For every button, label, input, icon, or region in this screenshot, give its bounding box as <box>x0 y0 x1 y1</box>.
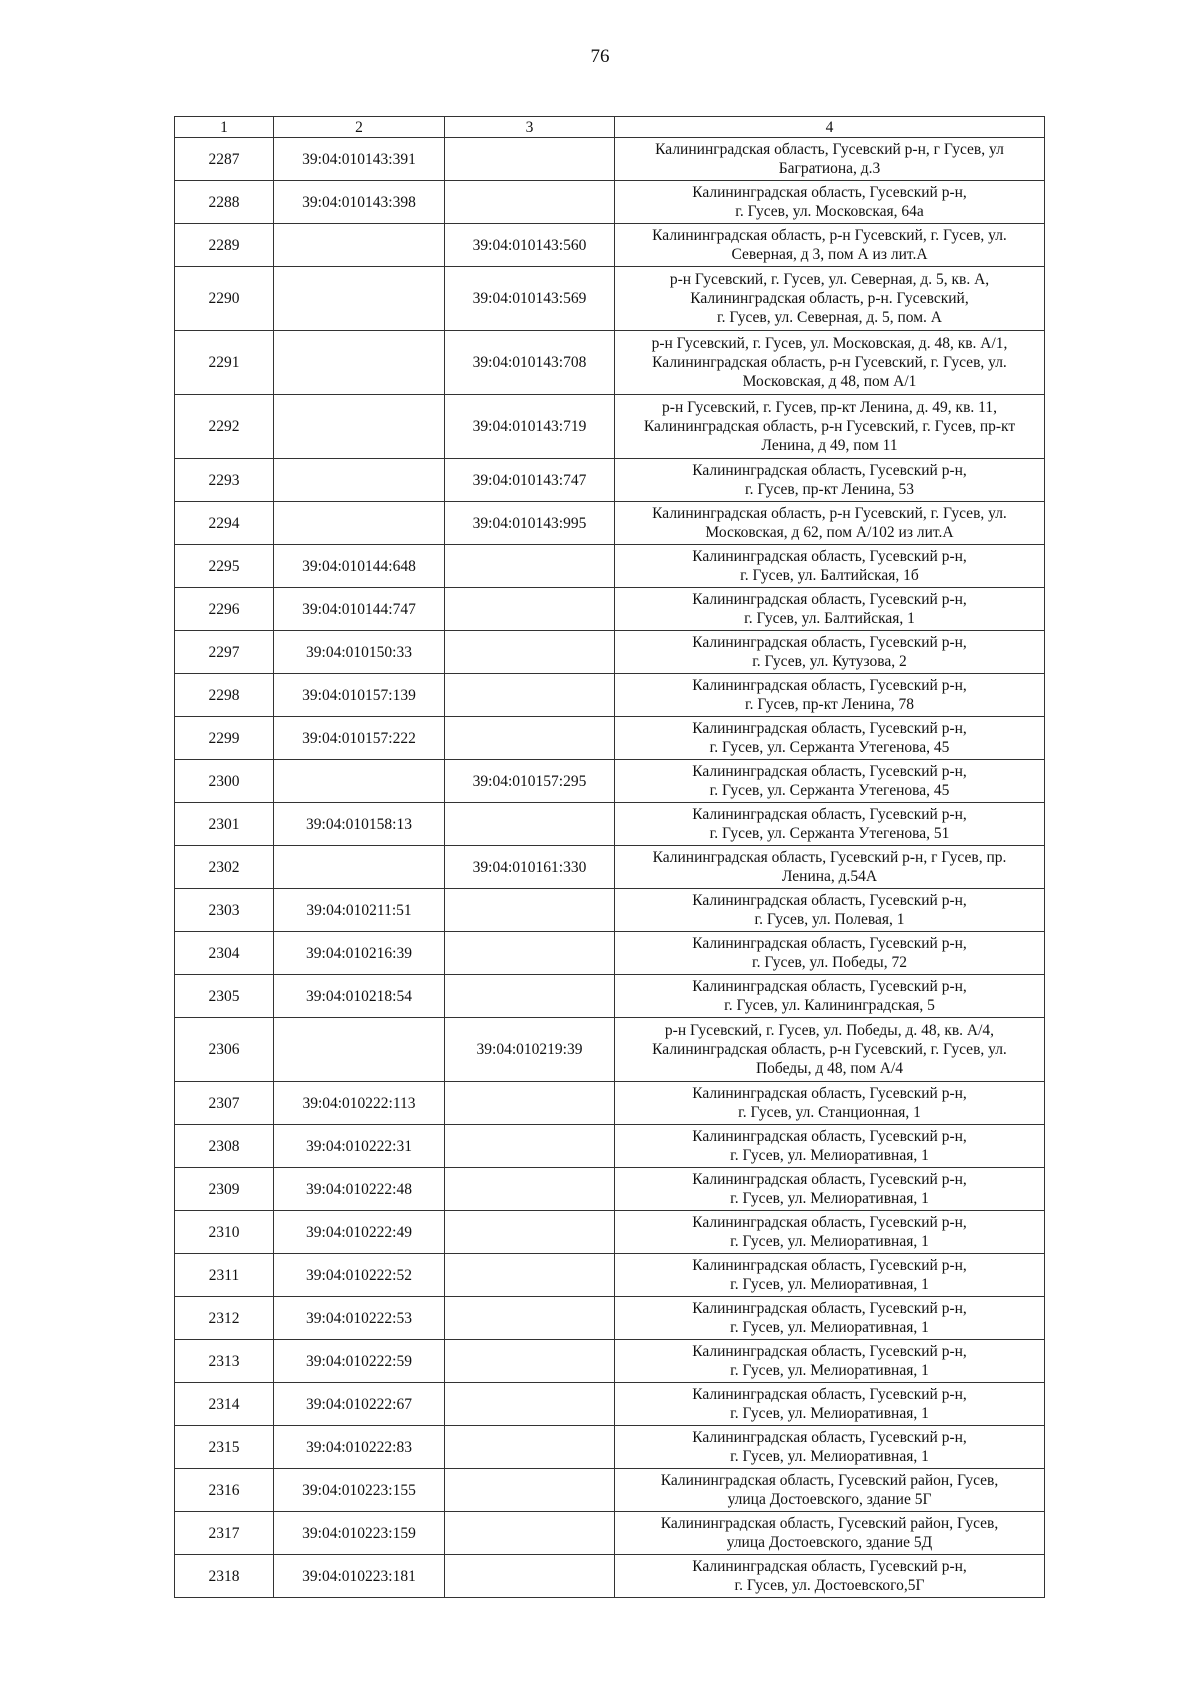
column-header: 4 <box>615 117 1045 138</box>
address-line: Ленина, д 49, пом 11 <box>761 437 898 454</box>
address-line: г. Гусев, ул. Северная, д. 5, пом. А <box>716 309 942 326</box>
row-number-cell: 2307 <box>175 1082 274 1125</box>
address-cell <box>615 1168 1045 1211</box>
address-line: г. Гусев, пр-кт Ленина, 78 <box>745 696 914 713</box>
table-row <box>175 1125 1045 1168</box>
cadastral-number-cell: 39:04:010158:13 <box>274 803 445 846</box>
premises-number-cell <box>445 975 615 1018</box>
table-row <box>175 631 1045 674</box>
address-line: Калининградская область, Гусевский р-н, <box>692 892 967 909</box>
cadastral-number-cell: 39:04:010222:59 <box>274 1340 445 1383</box>
table-row <box>175 1426 1045 1469</box>
address-cell <box>615 631 1045 674</box>
column-header: 1 <box>175 117 274 138</box>
address-cell <box>615 459 1045 502</box>
cadastral-number-cell: 39:04:010222:83 <box>274 1426 445 1469</box>
table-row <box>175 1297 1045 1340</box>
registry-table <box>174 116 1045 1598</box>
cadastral-number-cell: 39:04:010143:391 <box>274 138 445 181</box>
address-cell <box>615 267 1045 331</box>
address-line: г. Гусев, ул. Сержанта Утегенова, 45 <box>709 739 950 756</box>
address-line: Калининградская область, Гусевский р-н, <box>692 1171 967 1188</box>
table-row <box>175 588 1045 631</box>
table-row <box>175 138 1045 181</box>
address-cell <box>615 1211 1045 1254</box>
cadastral-number-cell <box>274 459 445 502</box>
table-row <box>175 1018 1045 1082</box>
column-header: 3 <box>445 117 615 138</box>
premises-number-cell <box>445 1297 615 1340</box>
table-row <box>175 1340 1045 1383</box>
address-line: Калининградская область, Гусевский район, Гусев, <box>660 1472 999 1489</box>
row-number-cell: 2299 <box>175 717 274 760</box>
address-line: г. Гусев, ул. Кутузова, 2 <box>752 653 907 670</box>
address-cell <box>615 846 1045 889</box>
premises-number-cell <box>445 138 615 181</box>
cadastral-number-cell: 39:04:010216:39 <box>274 932 445 975</box>
address-line: Калининградская область, р-н Гусевский, г. Гусев, ул. <box>652 354 1007 371</box>
table-row <box>175 1469 1045 1512</box>
cadastral-number-cell: 39:04:010222:67 <box>274 1383 445 1426</box>
cadastral-number-cell: 39:04:010222:48 <box>274 1168 445 1211</box>
address-line: Калининградская область, Гусевский район, Гусев, <box>660 1515 999 1532</box>
premises-number-cell: 39:04:010143:569 <box>445 267 615 331</box>
row-number-cell: 2309 <box>175 1168 274 1211</box>
address-line: Ленина, д.54А <box>781 868 878 885</box>
table-row <box>175 846 1045 889</box>
premises-number-cell <box>445 545 615 588</box>
premises-number-cell <box>445 1383 615 1426</box>
table-row <box>175 1168 1045 1211</box>
address-line: Калининградская область, Гусевский р-н, <box>692 763 967 780</box>
address-line: Калининградская область, Гусевский р-н, <box>692 1429 967 1446</box>
row-number-cell: 2287 <box>175 138 274 181</box>
address-line: Калининградская область, Гусевский р-н, <box>692 806 967 823</box>
address-cell <box>615 932 1045 975</box>
premises-number-cell <box>445 631 615 674</box>
row-number-cell: 2318 <box>175 1555 274 1598</box>
cadastral-number-cell: 39:04:010157:222 <box>274 717 445 760</box>
address-line: Калининградская область, Гусевский р-н, <box>692 1343 967 1360</box>
premises-number-cell: 39:04:010143:719 <box>445 395 615 459</box>
premises-number-cell <box>445 889 615 932</box>
address-cell <box>615 1512 1045 1555</box>
address-line: г. Гусев, ул. Московская, 64а <box>735 203 924 220</box>
cadastral-number-cell: 39:04:010218:54 <box>274 975 445 1018</box>
address-cell <box>615 760 1045 803</box>
premises-number-cell: 39:04:010143:747 <box>445 459 615 502</box>
address-line: г. Гусев, ул. Мелиоративная, 1 <box>730 1405 929 1422</box>
row-number-cell: 2311 <box>175 1254 274 1297</box>
address-line: г. Гусев, ул. Станционная, 1 <box>738 1104 921 1121</box>
address-line: Калининградская область, р-н Гусевский, г. Гусев, ул. <box>652 505 1007 522</box>
address-line: Калининградская область, Гусевский р-н, <box>692 634 967 651</box>
address-line: г. Гусев, ул. Мелиоративная, 1 <box>730 1319 929 1336</box>
row-number-cell: 2312 <box>175 1297 274 1340</box>
table-row <box>175 803 1045 846</box>
address-cell <box>615 1469 1045 1512</box>
premises-number-cell <box>445 181 615 224</box>
header-row <box>175 117 1045 138</box>
address-line: г. Гусев, ул. Сержанта Утегенова, 51 <box>709 825 950 842</box>
address-cell <box>615 803 1045 846</box>
address-cell <box>615 1426 1045 1469</box>
address-line: Багратиона, д.3 <box>778 160 881 177</box>
premises-number-cell <box>445 932 615 975</box>
premises-number-cell <box>445 1254 615 1297</box>
table-row <box>175 395 1045 459</box>
address-line: г. Гусев, пр-кт Ленина, 53 <box>745 481 914 498</box>
row-number-cell: 2317 <box>175 1512 274 1555</box>
row-number-cell: 2305 <box>175 975 274 1018</box>
premises-number-cell <box>445 1469 615 1512</box>
table-row <box>175 502 1045 545</box>
cadastral-number-cell: 39:04:010143:398 <box>274 181 445 224</box>
row-number-cell: 2292 <box>175 395 274 459</box>
address-line: Калининградская область, Гусевский р-н, <box>692 720 967 737</box>
cadastral-number-cell <box>274 331 445 395</box>
table-row <box>175 459 1045 502</box>
premises-number-cell <box>445 1426 615 1469</box>
address-cell <box>615 1383 1045 1426</box>
row-number-cell: 2295 <box>175 545 274 588</box>
address-line: Калининградская область, р-н Гусевский, г. Гусев, ул. <box>652 1041 1007 1058</box>
address-cell <box>615 224 1045 267</box>
premises-number-cell <box>445 1512 615 1555</box>
premises-number-cell <box>445 717 615 760</box>
cadastral-number-cell <box>274 1018 445 1082</box>
row-number-cell: 2290 <box>175 267 274 331</box>
row-number-cell: 2300 <box>175 760 274 803</box>
premises-number-cell: 39:04:010219:39 <box>445 1018 615 1082</box>
address-line: р-н Гусевский, г. Гусев, пр-кт Ленина, д. 49, кв. 11, <box>662 399 997 416</box>
address-line: улица Достоевского, здание 5Г <box>727 1491 932 1508</box>
table-row <box>175 1254 1045 1297</box>
address-line: Калининградская область, р-н. Гусевский, <box>690 290 969 307</box>
table-row <box>175 674 1045 717</box>
address-line: Победы, д 48, пом А/4 <box>755 1060 904 1077</box>
address-line: Калининградская область, Гусевский р-н, г Гусев, пр. <box>652 849 1007 866</box>
address-cell <box>615 1297 1045 1340</box>
address-line: Калининградская область, Гусевский р-н, <box>692 462 967 479</box>
column-header: 2 <box>274 117 445 138</box>
address-line: г. Гусев, ул. Мелиоративная, 1 <box>730 1448 929 1465</box>
cadastral-number-cell: 39:04:010223:159 <box>274 1512 445 1555</box>
address-cell <box>615 889 1045 932</box>
table-row <box>175 1383 1045 1426</box>
table-row <box>175 889 1045 932</box>
premises-number-cell <box>445 1340 615 1383</box>
page-number: 76 <box>590 46 610 67</box>
address-line: Северная, д 3, пом А из лит.А <box>731 246 928 263</box>
address-line: р-н Гусевский, г. Гусев, ул. Победы, д. 48, кв. А/4, <box>664 1022 995 1039</box>
cadastral-number-cell: 39:04:010144:648 <box>274 545 445 588</box>
table-row <box>175 717 1045 760</box>
premises-number-cell <box>445 1211 615 1254</box>
premises-number-cell <box>445 1168 615 1211</box>
table-row <box>175 181 1045 224</box>
row-number-cell: 2304 <box>175 932 274 975</box>
premises-number-cell <box>445 588 615 631</box>
address-line: г. Гусев, ул. Сержанта Утегенова, 45 <box>709 782 950 799</box>
address-cell <box>615 545 1045 588</box>
address-cell <box>615 1340 1045 1383</box>
address-line: Калининградская область, Гусевский р-н, <box>692 935 967 952</box>
cadastral-number-cell <box>274 224 445 267</box>
row-number-cell: 2302 <box>175 846 274 889</box>
address-cell <box>615 975 1045 1018</box>
address-line: Калининградская область, Гусевский р-н, <box>692 1214 967 1231</box>
address-line: Калининградская область, Гусевский р-н, <box>692 591 967 608</box>
premises-number-cell <box>445 803 615 846</box>
row-number-cell: 2303 <box>175 889 274 932</box>
address-line: Московская, д 48, пом А/1 <box>742 373 917 390</box>
row-number-cell: 2310 <box>175 1211 274 1254</box>
table-body <box>175 138 1045 1598</box>
address-cell <box>615 1555 1045 1598</box>
table-row <box>175 224 1045 267</box>
table-row <box>175 1211 1045 1254</box>
address-line: Калининградская область, Гусевский р-н, <box>692 1386 967 1403</box>
cadastral-number-cell: 39:04:010223:181 <box>274 1555 445 1598</box>
address-line: г. Гусев, ул. Полевая, 1 <box>754 911 905 928</box>
table-row <box>175 331 1045 395</box>
row-number-cell: 2314 <box>175 1383 274 1426</box>
address-line: Калининградская область, Гусевский р-н, <box>692 677 967 694</box>
table-row <box>175 760 1045 803</box>
cadastral-number-cell: 39:04:010150:33 <box>274 631 445 674</box>
address-line: Калининградская область, Гусевский р-н, <box>692 1128 967 1145</box>
premises-number-cell: 39:04:010143:995 <box>445 502 615 545</box>
address-line: г. Гусев, ул. Мелиоративная, 1 <box>730 1233 929 1250</box>
premises-number-cell <box>445 1555 615 1598</box>
table-row <box>175 975 1045 1018</box>
row-number-cell: 2301 <box>175 803 274 846</box>
table-row <box>175 932 1045 975</box>
address-line: Калининградская область, Гусевский р-н, <box>692 1085 967 1102</box>
address-line: г. Гусев, ул. Балтийская, 1б <box>740 567 919 584</box>
address-line: Московская, д 62, пом А/102 из лит.А <box>705 524 954 541</box>
address-cell <box>615 1125 1045 1168</box>
cadastral-number-cell: 39:04:010223:155 <box>274 1469 445 1512</box>
address-line: Калининградская область, Гусевский р-н, г Гусев, ул <box>655 141 1004 158</box>
table-row <box>175 1082 1045 1125</box>
address-line: Калининградская область, Гусевский р-н, <box>692 1257 967 1274</box>
address-line: Калининградская область, Гусевский р-н, <box>692 548 967 565</box>
row-number-cell: 2308 <box>175 1125 274 1168</box>
cadastral-number-cell: 39:04:010144:747 <box>274 588 445 631</box>
premises-number-cell <box>445 1125 615 1168</box>
address-line: улица Достоевского, здание 5Д <box>726 1534 933 1551</box>
address-cell <box>615 1018 1045 1082</box>
row-number-cell: 2288 <box>175 181 274 224</box>
address-line: р-н Гусевский, г. Гусев, ул. Северная, д. 5, кв. А, <box>669 271 990 288</box>
row-number-cell: 2297 <box>175 631 274 674</box>
address-cell <box>615 502 1045 545</box>
row-number-cell: 2289 <box>175 224 274 267</box>
address-line: г. Гусев, ул. Калининградская, 5 <box>724 997 935 1014</box>
cadastral-number-cell <box>274 760 445 803</box>
row-number-cell: 2296 <box>175 588 274 631</box>
premises-number-cell: 39:04:010143:560 <box>445 224 615 267</box>
cadastral-number-cell <box>274 502 445 545</box>
row-number-cell: 2291 <box>175 331 274 395</box>
cadastral-number-cell: 39:04:010222:49 <box>274 1211 445 1254</box>
table-row <box>175 545 1045 588</box>
row-number-cell: 2306 <box>175 1018 274 1082</box>
table-row <box>175 1555 1045 1598</box>
address-cell <box>615 395 1045 459</box>
address-cell <box>615 331 1045 395</box>
cadastral-number-cell <box>274 395 445 459</box>
table-header <box>175 117 1045 138</box>
row-number-cell: 2293 <box>175 459 274 502</box>
address-cell <box>615 1082 1045 1125</box>
cadastral-number-cell: 39:04:010222:53 <box>274 1297 445 1340</box>
table-row <box>175 1512 1045 1555</box>
address-line: г. Гусев, ул. Победы, 72 <box>752 954 907 971</box>
address-line: Калининградская область, Гусевский р-н, <box>692 978 967 995</box>
premises-number-cell: 39:04:010143:708 <box>445 331 615 395</box>
address-line: Калининградская область, р-н Гусевский, г. Гусев, пр-кт <box>643 418 1016 435</box>
address-line: Калининградская область, Гусевский р-н, <box>692 184 967 201</box>
cadastral-number-cell: 39:04:010222:31 <box>274 1125 445 1168</box>
row-number-cell: 2294 <box>175 502 274 545</box>
row-number-cell: 2316 <box>175 1469 274 1512</box>
address-cell <box>615 717 1045 760</box>
address-line: г. Гусев, ул. Мелиоративная, 1 <box>730 1276 929 1293</box>
address-line: г. Гусев, ул. Мелиоративная, 1 <box>730 1362 929 1379</box>
address-cell <box>615 181 1045 224</box>
address-cell <box>615 674 1045 717</box>
cadastral-number-cell <box>274 267 445 331</box>
row-number-cell: 2298 <box>175 674 274 717</box>
address-line: г. Гусев, ул. Мелиоративная, 1 <box>730 1147 929 1164</box>
address-line: Калининградская область, р-н Гусевский, г. Гусев, ул. <box>652 227 1007 244</box>
address-line: р-н Гусевский, г. Гусев, ул. Московская, д. 48, кв. А/1, <box>651 335 1008 352</box>
address-cell <box>615 138 1045 181</box>
cadastral-number-cell: 39:04:010222:113 <box>274 1082 445 1125</box>
premises-number-cell <box>445 674 615 717</box>
address-line: Калининградская область, Гусевский р-н, <box>692 1558 967 1575</box>
premises-number-cell <box>445 1082 615 1125</box>
premises-number-cell: 39:04:010157:295 <box>445 760 615 803</box>
address-line: Калининградская область, Гусевский р-н, <box>692 1300 967 1317</box>
address-cell <box>615 1254 1045 1297</box>
row-number-cell: 2313 <box>175 1340 274 1383</box>
cadastral-number-cell <box>274 846 445 889</box>
premises-number-cell: 39:04:010161:330 <box>445 846 615 889</box>
table-row <box>175 267 1045 331</box>
cadastral-number-cell: 39:04:010211:51 <box>274 889 445 932</box>
cadastral-number-cell: 39:04:010157:139 <box>274 674 445 717</box>
address-line: г. Гусев, ул. Балтийская, 1 <box>744 610 915 627</box>
cadastral-number-cell: 39:04:010222:52 <box>274 1254 445 1297</box>
address-line: г. Гусев, ул. Мелиоративная, 1 <box>730 1190 929 1207</box>
row-number-cell: 2315 <box>175 1426 274 1469</box>
address-cell <box>615 588 1045 631</box>
address-line: г. Гусев, ул. Достоевского,5Г <box>734 1577 925 1594</box>
